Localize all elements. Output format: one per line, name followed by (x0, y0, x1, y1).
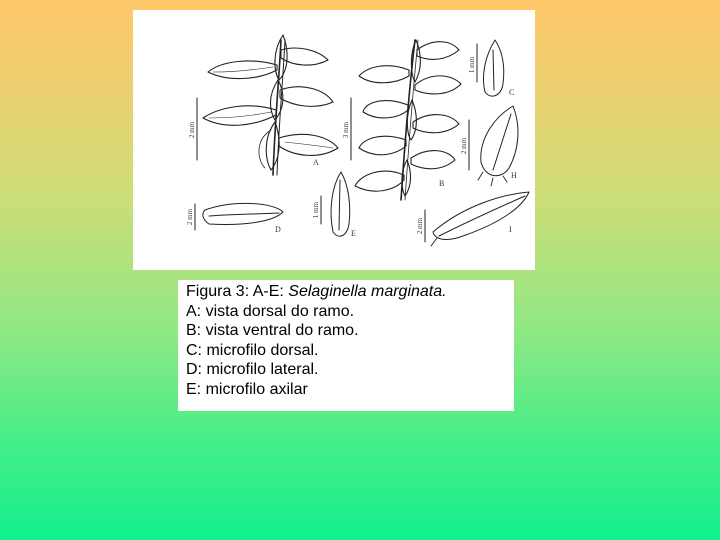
botanical-figure (133, 10, 535, 270)
panel-letter-d: D (275, 225, 281, 234)
panel-i-drawing (433, 192, 529, 239)
panel-h-drawing (481, 106, 518, 176)
caption-line-1 (186, 282, 514, 302)
caption-line-4: C: microfilo dorsal. (186, 341, 319, 359)
caption-line-6: E: microfilo axilar (186, 380, 308, 398)
scale-label-a: 2 mm (188, 121, 196, 139)
scale-label-b: 3 mm (342, 121, 350, 139)
panel-c-drawing (483, 40, 503, 96)
caption-prefix: Figura 3: A-E: (186, 283, 289, 300)
panel-letter-c: C (509, 88, 515, 97)
panel-a-drawing (203, 35, 338, 175)
scale-label-d: 2 mm (186, 208, 194, 226)
panel-d-drawing (203, 203, 283, 224)
panel-letter-i: I (509, 225, 512, 234)
scale-label-h: 2 mm (460, 137, 468, 155)
caption-species-name: Selaginella marginata. (288, 283, 447, 300)
panel-letter-e: E (351, 229, 356, 238)
scale-label-i: 2 mm (416, 217, 424, 235)
panel-letter-h: H (511, 171, 517, 180)
figure-caption (178, 280, 514, 411)
panel-letter-a: A (313, 158, 319, 167)
panel-e-drawing (331, 172, 350, 236)
caption-line-3: B: vista ventral do ramo. (186, 322, 359, 339)
panel-letter-b: B (439, 179, 445, 188)
scale-label-e: 1 mm (312, 201, 320, 219)
caption-line-5: D: microfilo lateral. (186, 361, 319, 378)
scale-label-c: 1 mm (468, 56, 476, 74)
caption-line-2: A: vista dorsal do ramo. (186, 302, 355, 320)
panel-b-drawing (355, 40, 461, 200)
